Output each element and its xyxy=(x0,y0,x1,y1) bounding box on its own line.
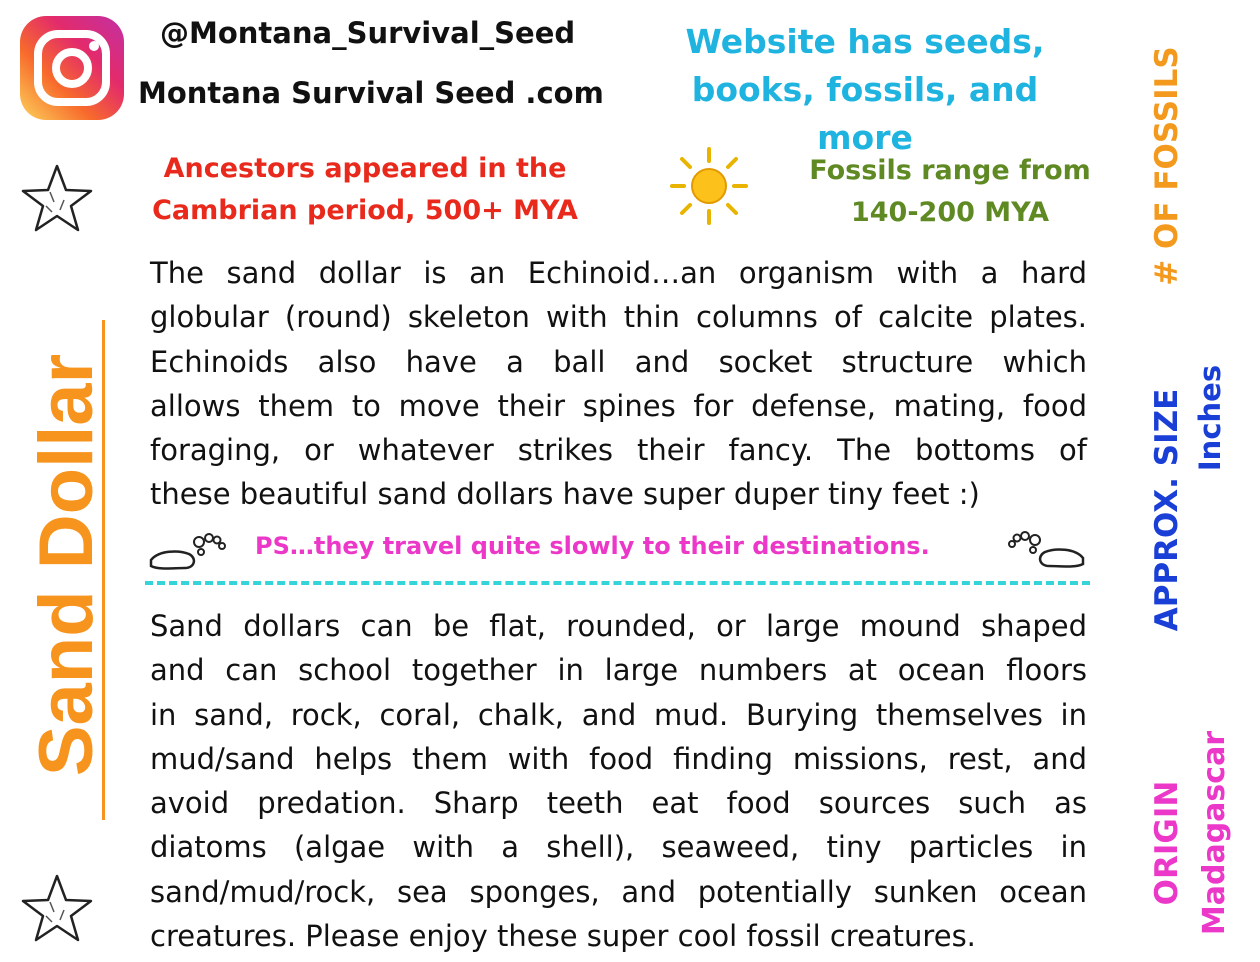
ancestors-fact-line2: Cambrian period, 500+ MYA xyxy=(152,195,578,226)
paragraph-habitat xyxy=(150,604,1087,958)
paragraph-line: diatoms (algae with a shell), seaweed, tiny particles in xyxy=(150,830,1087,865)
fossil-age-fact xyxy=(790,150,1110,234)
paragraph-line: avoid predation. Sharp teeth eat food sources such as xyxy=(150,786,1087,821)
fossil-count-label: # OF FOSSILS xyxy=(1149,46,1185,286)
website-promo-line1: Website has seeds, xyxy=(685,22,1045,61)
paragraph-line: globular (round) skeleton with thin columns of calcite plates. xyxy=(150,300,1087,335)
size-unit: Inches xyxy=(1193,364,1227,472)
footprint-icon xyxy=(145,528,227,572)
instagram-handle[interactable]: @Montana_Survival_Seed xyxy=(160,16,576,50)
fossil-age-line2: 140-200 MYA xyxy=(850,197,1050,228)
paragraph-intro xyxy=(150,251,1087,517)
paragraph-line: in sand, rock, coral, chalk, and mud. Burying themselves in xyxy=(150,697,1087,732)
instagram-icon[interactable] xyxy=(18,14,126,122)
paragraph-line: foraging, or whatever strikes their fancy. The bottoms of xyxy=(150,433,1087,468)
paragraph-line: creatures. Please enjoy these super cool fossil creatures. xyxy=(150,919,976,954)
ps-note: PS…they travel quite slowly to their destinations. xyxy=(255,532,930,560)
page-title: Sand Dollar xyxy=(24,353,109,777)
title-container xyxy=(22,300,112,820)
paragraph-line: Echinoids also have a ball and socket structure which xyxy=(150,344,1087,379)
star-icon xyxy=(20,872,94,944)
paragraph-line: allows them to move their spines for defense, mating, food xyxy=(150,388,1087,423)
footprint-icon xyxy=(1005,526,1089,570)
fossil-age-line1: Fossils range from xyxy=(809,155,1091,186)
sun-icon xyxy=(668,145,750,227)
paragraph-line: sand/mud/rock, sea sponges, and potentially sunken ocean xyxy=(150,874,1087,909)
paragraph-line: The sand dollar is an Echinoid…an organism with a hard xyxy=(150,256,1087,290)
paragraph-line: Sand dollars can be flat, rounded, or large mound shaped xyxy=(150,609,1087,643)
section-divider xyxy=(145,581,1090,585)
paragraph-line: and can school together in large numbers at ocean floors xyxy=(150,653,1087,688)
paragraph-line: mud/sand helps them with food finding missions, rest, and xyxy=(150,741,1087,776)
star-icon xyxy=(20,162,94,234)
size-label: APPROX. SIZE xyxy=(1149,388,1185,632)
website-promo xyxy=(640,18,1090,162)
origin-label: ORIGIN xyxy=(1149,780,1185,906)
ancestors-fact-line1: Ancestors appeared in the xyxy=(163,153,567,184)
paragraph-line: these beautiful sand dollars have super duper tiny feet :) xyxy=(150,477,980,512)
website-promo-line2: books, fossils, and more xyxy=(691,70,1039,157)
ancestors-fact xyxy=(130,148,600,232)
website-name[interactable]: Montana Survival Seed .com xyxy=(138,76,604,110)
origin-value: Madagascar xyxy=(1197,730,1232,936)
